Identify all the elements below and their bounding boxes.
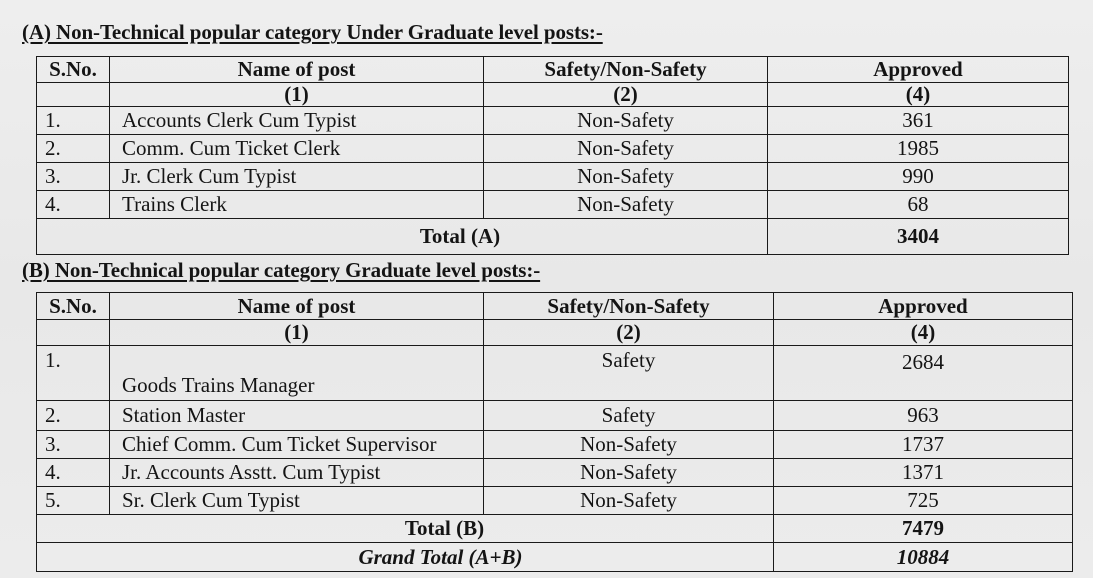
cell-post-name: Goods Trains Manager: [110, 346, 484, 401]
cell-approved: 963: [774, 401, 1073, 431]
table-undergraduate-posts: [36, 56, 1069, 255]
cell-post-name: Chief Comm. Cum Ticket Supervisor: [110, 431, 484, 459]
table-row: [37, 135, 1069, 163]
total-row: [37, 515, 1073, 543]
table-graduate-posts: [36, 292, 1073, 572]
cell-safety: Safety: [484, 401, 774, 431]
cell-approved: 361: [768, 107, 1069, 135]
cell-sno: 2.: [37, 135, 110, 163]
cell-post-name: Comm. Cum Ticket Clerk: [110, 135, 484, 163]
cell-approved: 725: [774, 487, 1073, 515]
table-row: [37, 163, 1069, 191]
cell-sno: 1.: [37, 346, 110, 401]
table-header-row: [37, 293, 1073, 320]
table-row: [37, 346, 1073, 401]
section-a-title: (A) Non-Technical popular category Under Graduate level posts:-: [22, 20, 603, 44]
subheader-name: (1): [110, 320, 484, 346]
grand-total-row: [37, 543, 1073, 572]
cell-safety: Safety: [484, 346, 774, 401]
header-safety: Safety/Non-Safety: [484, 57, 768, 83]
subheader-name: (1): [110, 83, 484, 107]
header-name-of-post: Name of post: [110, 293, 484, 320]
cell-safety: Non-Safety: [484, 107, 768, 135]
header-approved: Approved: [768, 57, 1069, 83]
subheader-sno: [37, 320, 110, 346]
cell-approved: 1371: [774, 459, 1073, 487]
cell-post-name: Trains Clerk: [110, 191, 484, 219]
header-name-of-post: Name of post: [110, 57, 484, 83]
cell-sno: 3.: [37, 163, 110, 191]
cell-approved: 2684: [774, 346, 1073, 401]
header-safety: Safety/Non-Safety: [484, 293, 774, 320]
table-row: [37, 401, 1073, 431]
total-b-label: Total (B): [37, 515, 774, 543]
cell-sno: 1.: [37, 107, 110, 135]
table-subheader-row: [37, 320, 1073, 346]
subheader-sno: [37, 83, 110, 107]
cell-sno: 5.: [37, 487, 110, 515]
table-row: [37, 487, 1073, 515]
subheader-safety: (2): [484, 83, 768, 107]
header-sno: S.No.: [37, 293, 110, 320]
table-header-row: [37, 57, 1069, 83]
total-a-value: 3404: [768, 219, 1069, 255]
total-row: [37, 219, 1069, 255]
table-row: [37, 459, 1073, 487]
header-approved: Approved: [774, 293, 1073, 320]
header-sno: S.No.: [37, 57, 110, 83]
cell-sno: 3.: [37, 431, 110, 459]
cell-sno: 2.: [37, 401, 110, 431]
cell-sno: 4.: [37, 459, 110, 487]
cell-post-name: Jr. Accounts Asstt. Cum Typist: [110, 459, 484, 487]
table-subheader-row: [37, 83, 1069, 107]
grand-total-value: 10884: [774, 543, 1073, 572]
table-row: [37, 107, 1069, 135]
subheader-approved: (4): [768, 83, 1069, 107]
cell-safety: Non-Safety: [484, 191, 768, 219]
cell-safety: Non-Safety: [484, 459, 774, 487]
grand-total-label: Grand Total (A+B): [37, 543, 774, 572]
cell-safety: Non-Safety: [484, 135, 768, 163]
cell-approved: 990: [768, 163, 1069, 191]
cell-approved: 1737: [774, 431, 1073, 459]
cell-safety: Non-Safety: [484, 163, 768, 191]
table-row: [37, 191, 1069, 219]
cell-sno: 4.: [37, 191, 110, 219]
cell-post-name: Jr. Clerk Cum Typist: [110, 163, 484, 191]
total-a-label: Total (A): [37, 219, 768, 255]
total-b-value: 7479: [774, 515, 1073, 543]
cell-post-name: Accounts Clerk Cum Typist: [110, 107, 484, 135]
cell-post-name: Sr. Clerk Cum Typist: [110, 487, 484, 515]
cell-approved: 68: [768, 191, 1069, 219]
cell-approved: 1985: [768, 135, 1069, 163]
cell-post-name: Station Master: [110, 401, 484, 431]
cell-safety: Non-Safety: [484, 431, 774, 459]
cell-safety: Non-Safety: [484, 487, 774, 515]
table-row: [37, 431, 1073, 459]
subheader-safety: (2): [484, 320, 774, 346]
subheader-approved: (4): [774, 320, 1073, 346]
section-b-title: (B) Non-Technical popular category Graduate level posts:-: [22, 258, 541, 282]
